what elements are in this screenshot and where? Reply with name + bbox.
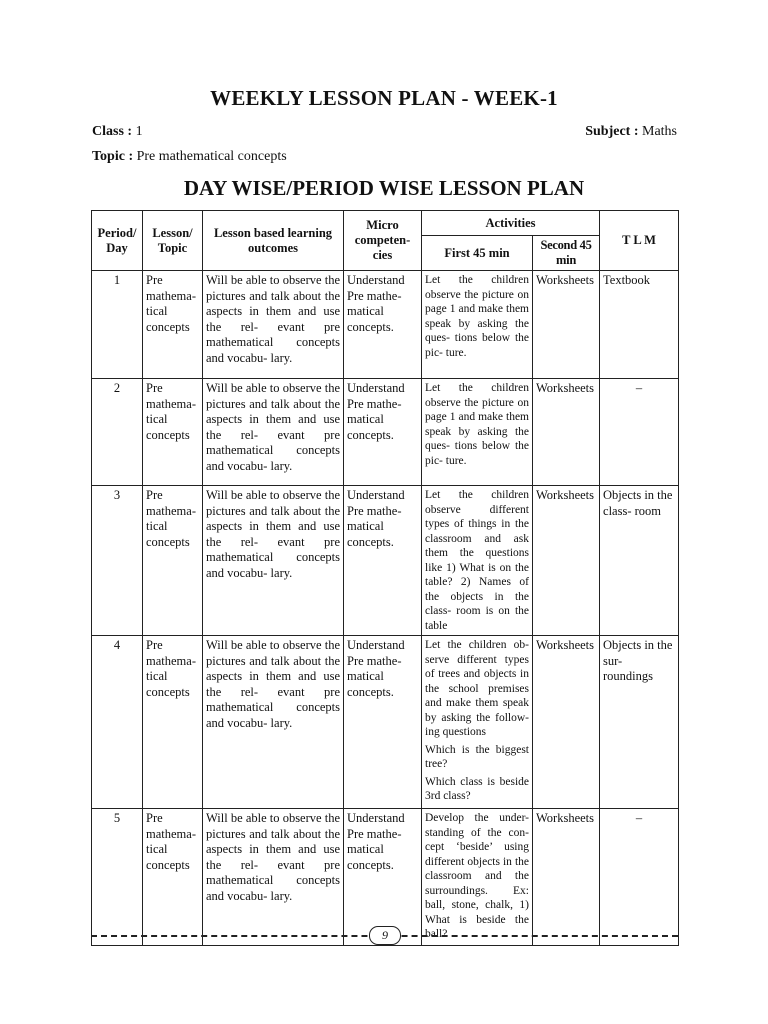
table-row [92,271,679,379]
page-footer [91,926,678,946]
row-day: 3 [92,486,143,636]
header-activities: Activities [422,211,600,236]
header-period: Period/ Day [92,211,143,271]
row-tlm: – [600,809,679,946]
header-second: Second 45 min [533,236,600,271]
row-outcome: Will be able to observe the pictures and talk about the aspects in them and use the rel- evant pre mathematical concepts and vocabu- lary. [203,809,344,946]
subject-label: Subject : [585,124,639,139]
row-first-activity: Let the children ob- serve different types of trees and objects in the school premises and make them speak by asking the follow- ing questions Which is the biggest tree? Which class is beside 3rd class? [422,636,533,809]
row-day: 2 [92,379,143,486]
row-day: 4 [92,636,143,809]
class-label: Class : [92,124,133,139]
table-row [92,486,679,636]
row-first-activity: Develop the under- standing of the con- cept ‘beside’ using different objects in the classroom and the surroundings. Ex: ball, stone, chalk, 1) What is beside the ball? [422,809,533,946]
row-tlm: Objects in the class- room [600,486,679,636]
topic-label: Topic : [92,149,134,164]
row-tlm: Textbook [600,271,679,379]
row-outcome: Will be able to observe the pictures and talk about the aspects in them and use the rel- evant pre mathematical concepts and vocabu- lary. [203,379,344,486]
row-lesson: Pre mathema- tical concepts [143,636,203,809]
row-first-activity: Let the children observe different types of things in the classroom and ask them the questions like 1) What is on the table? 2) Names of the objects in the class- room is on the table [422,486,533,636]
class-value: 1 [135,124,143,139]
header-lesson: Lesson/ Topic [143,211,203,271]
row-first-activity: Let the children observe the picture on page 1 and make them speak by asking the ques- tions below the pic- ture. [422,271,533,379]
lesson-plan-table [91,210,679,946]
row-day: 1 [92,271,143,379]
header-first: First 45 min [422,236,533,271]
row-tlm: Objects in the sur- roundings [600,636,679,809]
row-second-activity: Worksheets [533,636,600,809]
row-second-activity: Worksheets [533,809,600,946]
row-tlm: – [600,379,679,486]
row-micro: Understand Pre mathe- matical concepts. [344,636,422,809]
class-subject-row [92,124,677,140]
table-row [92,636,679,809]
page-title: WEEKLY LESSON PLAN - WEEK-1 [210,86,558,110]
header-tlm: T L M [600,211,679,271]
row-outcome: Will be able to observe the pictures and talk about the aspects in them and use the rel- evant pre mathematical concepts and vocabu- lary. [203,271,344,379]
row-first-activity: Let the children observe the picture on page 1 and make them speak by asking the ques- tions below the pic- ture. [422,379,533,486]
row-lesson: Pre mathema- tical concepts [143,271,203,379]
row-second-activity: Worksheets [533,486,600,636]
topic-row [92,149,677,165]
subject-info [585,124,677,140]
topic-value: Pre mathematical concepts [136,149,287,164]
row-lesson: Pre mathema- tical concepts [143,379,203,486]
row-micro: Understand Pre mathe- matical concepts. [344,486,422,636]
section-title: DAY WISE/PERIOD WISE LESSON PLAN [183,176,585,200]
row-day: 5 [92,809,143,946]
table-row [92,809,679,946]
row-second-activity: Worksheets [533,271,600,379]
table-row [92,379,679,486]
page-number: 9 [369,926,401,945]
header-outcomes: Lesson based learning outcomes [203,211,344,271]
row-outcome: Will be able to observe the pictures and talk about the aspects in them and use the rel- evant pre mathematical concepts and vocabu- lary. [203,636,344,809]
table-header-row [92,211,679,236]
subject-value: Maths [642,124,677,139]
row-lesson: Pre mathema- tical concepts [143,809,203,946]
row-outcome: Will be able to observe the pictures and talk about the aspects in them and use the rel- evant pre mathematical concepts and vocabu- lary. [203,486,344,636]
row-second-activity: Worksheets [533,379,600,486]
row-micro: Understand Pre mathe- matical concepts. [344,271,422,379]
row-micro: Understand Pre mathe- matical concepts. [344,809,422,946]
header-micro: Micro competen- cies [344,211,422,271]
row-lesson: Pre mathema- tical concepts [143,486,203,636]
row-micro: Understand Pre mathe- matical concepts. [344,379,422,486]
